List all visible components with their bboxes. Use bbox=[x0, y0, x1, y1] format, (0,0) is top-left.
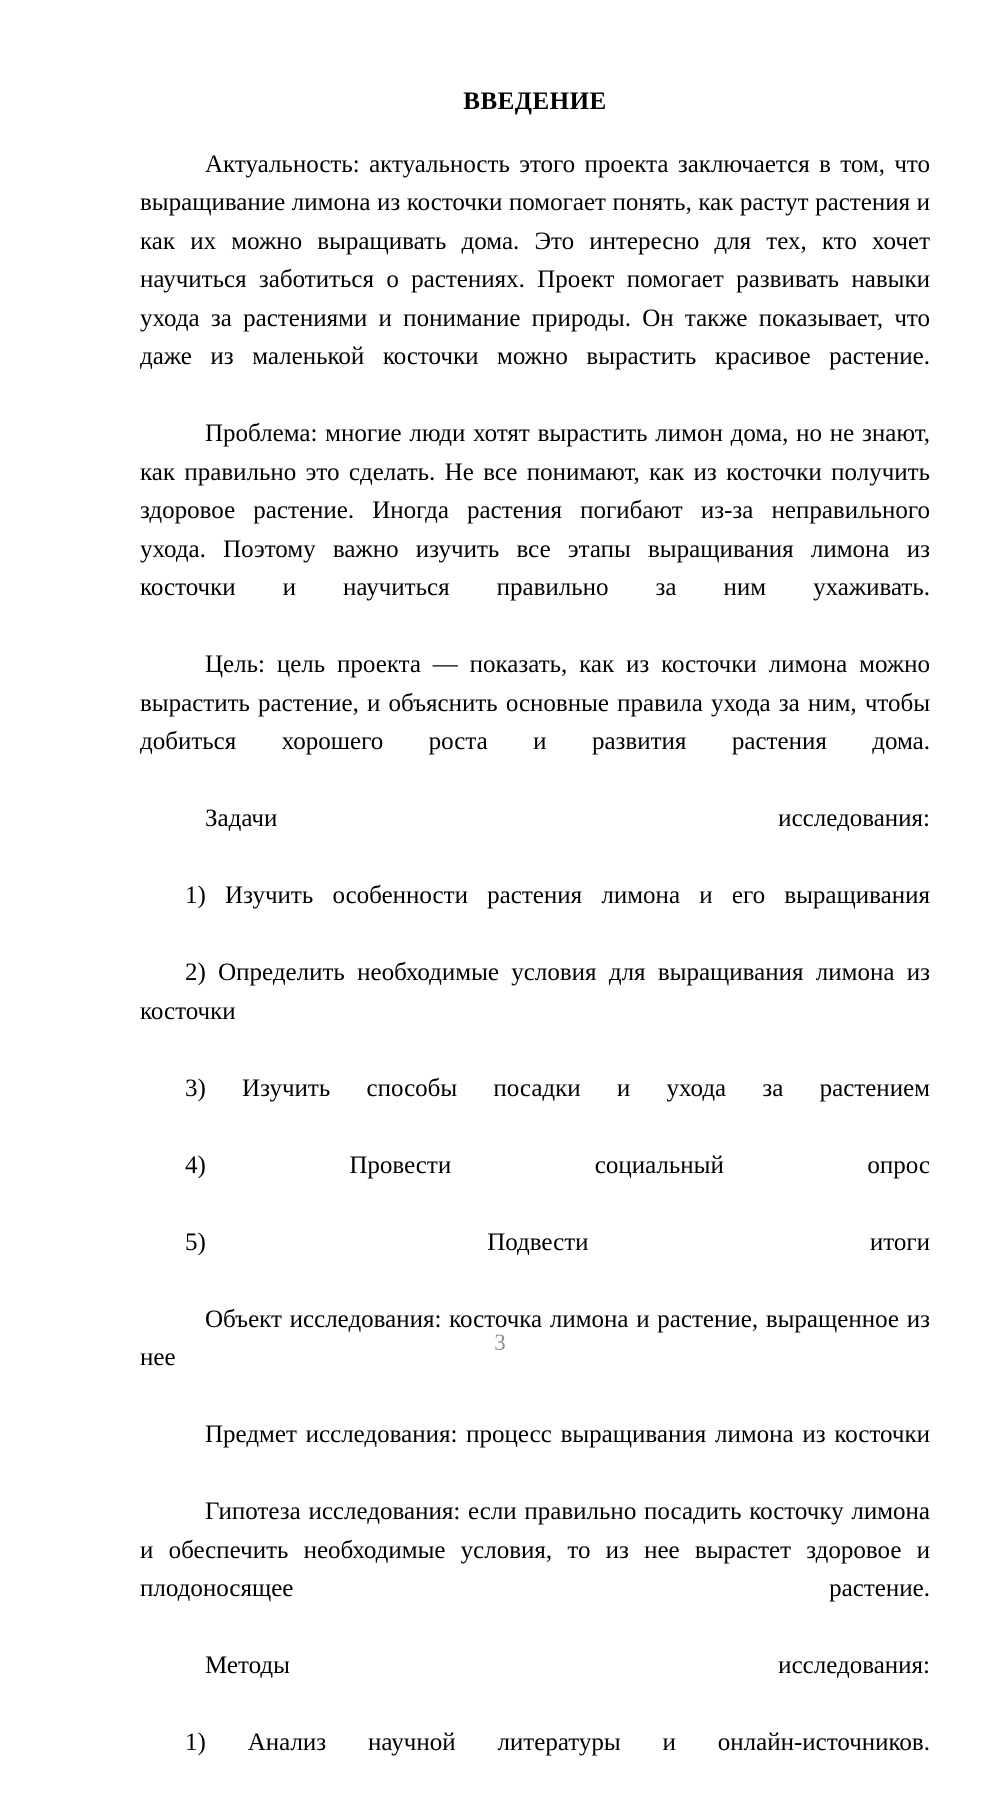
paragraph-problem: Проблема: многие люди хотят вырастить лимон дома, но не знают, как правильно это сделать. Не все понимают, как из косточки получить здоровое растение. Иногда растения погибают из-за неправильного ухода. Поэтому важно изучить все этапы выращивания лимона из косточки и научиться правильно за ним ухаживать. bbox=[140, 420, 930, 601]
paragraph-relevance: Актуальность: актуальность этого проекта заключается в том, что выращивание лимона из косточки помогает понять, как растут растения и как их можно выращивать дома. Это интересно для тех, кто хочет научиться заботиться о растениях. Проект помогает развивать навыки ухода за растениями и понимание природы. Он также показывает, что даже из маленькой косточки можно вырастить красивое растение. bbox=[140, 150, 930, 370]
list-item-task-5: 5) Подвести итоги bbox=[185, 1228, 930, 1256]
list-item-task-1: 1) Изучить особенности растения лимона и его выращивания bbox=[185, 882, 930, 909]
list-item-method-1: 1) Анализ научной литературы и онлайн-источников. bbox=[185, 1729, 930, 1756]
list-item-task-2: 2) Определить необходимые условия для выращивания лимона из косточки bbox=[140, 959, 930, 1025]
paragraph-subject: Предмет исследования: процесс выращивания лимона из косточки bbox=[205, 1421, 930, 1448]
list-item-task-4: 4) Провести социальный опрос bbox=[185, 1151, 930, 1179]
paragraph-hypothesis: Гипотеза исследования: если правильно посадить косточку лимона и обеспечить необходимые условия, то из нее вырастет здоровое и плодоносящее растение. bbox=[140, 1498, 930, 1602]
paragraph-object: Объект исследования: косточка лимона и растение, выращенное из нее bbox=[140, 1305, 930, 1371]
page-title: ВВЕДЕНИЕ bbox=[463, 88, 607, 115]
heading-methods: Методы исследования: bbox=[205, 1652, 930, 1679]
heading-tasks: Задачи исследования: bbox=[205, 805, 930, 832]
page-number: 3 bbox=[494, 1330, 506, 1355]
list-item-task-3: 3) Изучить способы посадки и ухода за растением bbox=[185, 1074, 930, 1102]
document-body bbox=[140, 88, 930, 1801]
paragraph-goal: Цель: цель проекта — показать, как из косточки лимона можно вырастить растение, и объяснить основные правила ухода за ним, чтобы добиться хорошего роста и развития растения дома. bbox=[140, 651, 930, 755]
